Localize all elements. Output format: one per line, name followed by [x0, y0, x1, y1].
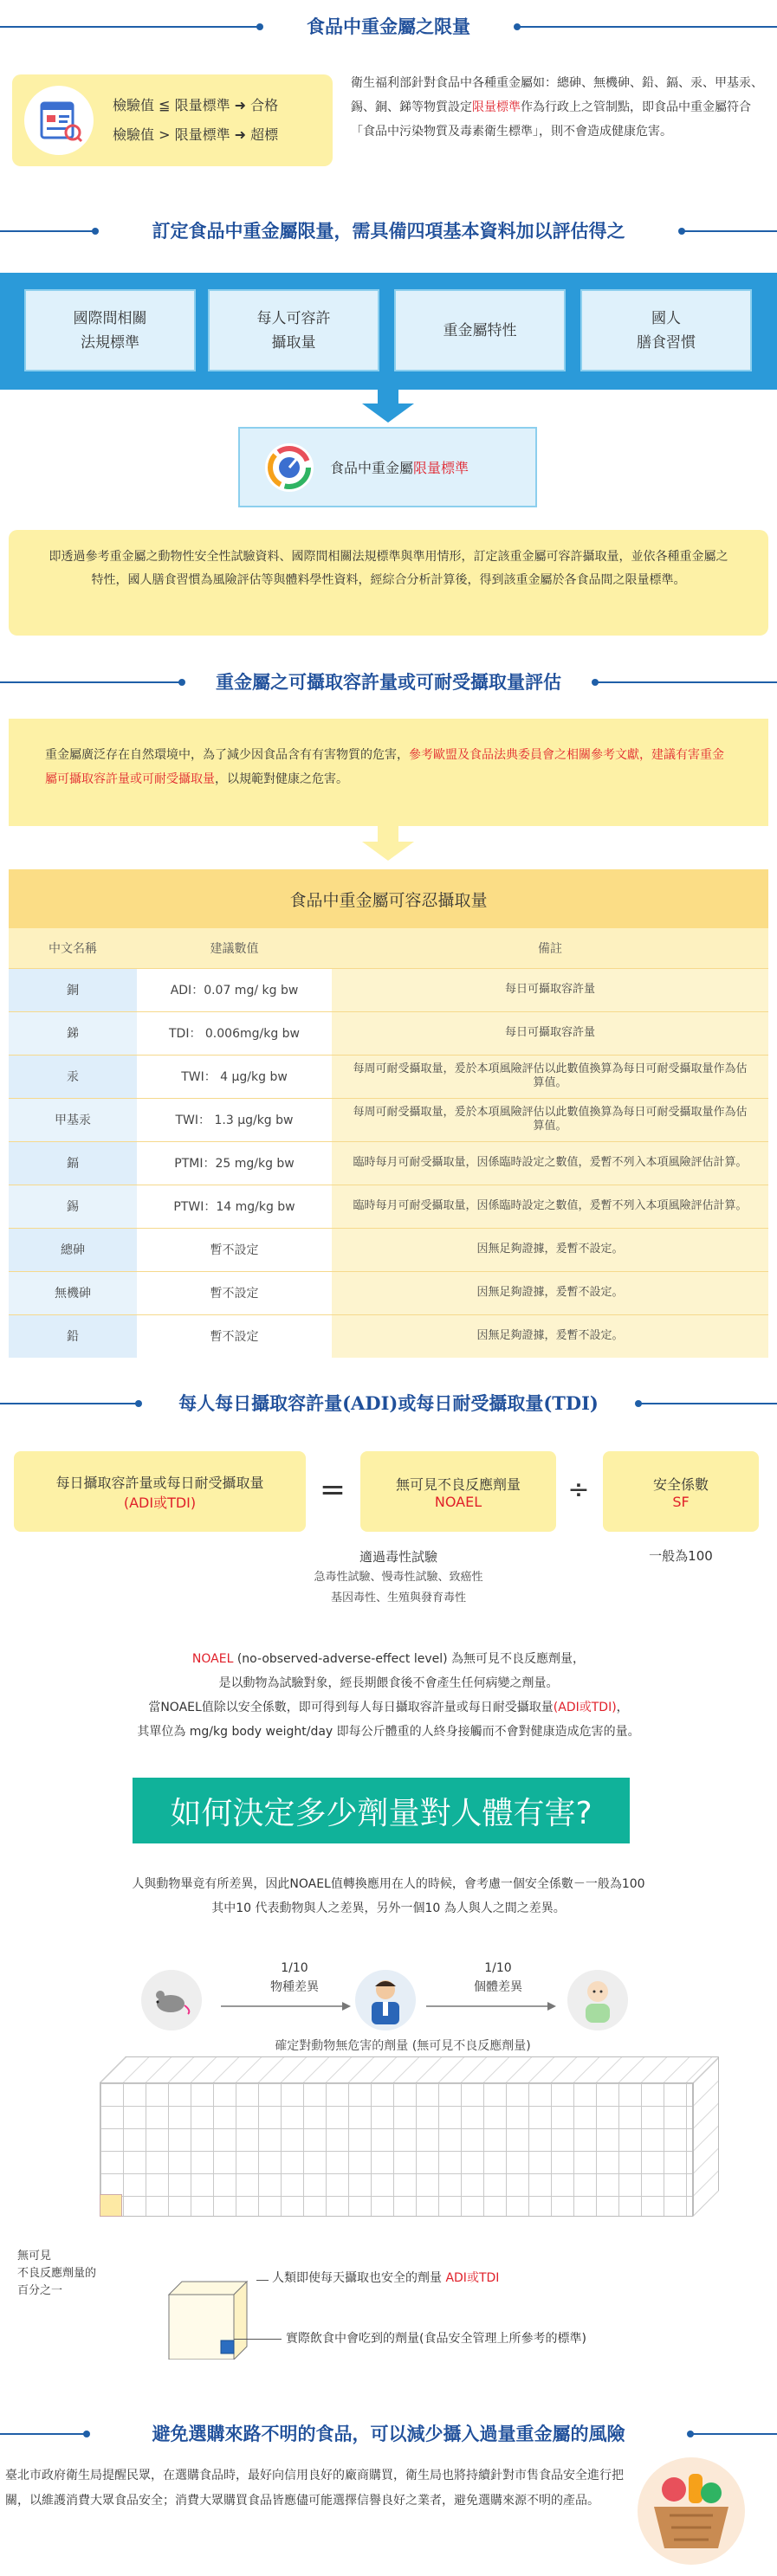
factor-individual: 1/10 個體差異: [474, 1961, 522, 1994]
section-title-2: 訂定食品中重金屬限量，需具備四項基本資料加以評估得之: [0, 213, 777, 248]
item-dietary-habits: 國人 膳食習慣: [580, 289, 752, 371]
noael-tests: 適過毒性試驗 急毒性試驗、慢毒性試驗、致癌性 基因毒性、生殖與發育毒性: [314, 1549, 483, 1604]
grid-side-face: [693, 2056, 719, 2217]
actual-dose-label: 實際飲食中會吃到的劑量(食品安全管理上所參考的標準): [286, 2332, 586, 2346]
rule-pass: 檢驗值 ≦ 限量標準 ➜ 合格: [113, 97, 279, 113]
col-name: 中文名稱: [9, 928, 137, 968]
divide-sign: ÷: [567, 1475, 590, 1505]
result-box: 食品中重金屬限量標準: [238, 427, 537, 507]
arrow-down-icon: [362, 390, 414, 423]
baby-icon: [567, 1970, 628, 2030]
one-percent-cell: [100, 2194, 122, 2217]
section-title-3: 重金屬之可攝取容許量或可耐受攝取量評估: [0, 664, 777, 699]
one-percent-note: 無可見 不良反應劑量的 百分之一: [17, 2250, 97, 2297]
harmful-dose-banner: 如何決定多少劑量對人體有害?: [133, 1778, 630, 1843]
grid-front-face: [100, 2082, 693, 2217]
human-icon: [355, 1970, 416, 2030]
formula-sf: 安全係數 SF: [603, 1451, 759, 1532]
document-check-icon: [24, 86, 94, 155]
col-value: 建議數值: [137, 928, 332, 968]
target-gauge-icon: [262, 441, 316, 494]
food-basket-icon: [635, 2455, 748, 2567]
table-row: 銅 ADI：0.07 mg/ kg bw 每日可攝取容許量: [9, 968, 768, 1011]
table-row: 錫 PTWI：14 mg/kg bw 臨時每月可耐受攝取量，因係臨時設定之數值，爰暫不列入本項風險評估計算。: [9, 1185, 768, 1228]
table-title: 食品中重金屬可容忍攝取量: [9, 869, 768, 928]
tolerable-intake-table: [9, 869, 768, 1358]
item-metal-properties: 重金屬特性: [394, 289, 566, 371]
factor-species: 1/10 物種差異: [270, 1961, 319, 1994]
safety-factor-description: 人與動物畢竟有所差異，因此NOAEL值轉換應用在人的時候，會考慮一個安全係數－一般為100 其中10 代表動物與人之差異，另外一個10 為人與人之間之差異。: [132, 1877, 645, 1915]
formula-adi: 每日攝取容許量或每日耐受攝取量 (ADI或TDI): [14, 1451, 306, 1532]
advice-text: 臺北市政府衛生局提醒民眾，在選購食品時，最好向信用良好的廠商購買，衛生局也將持續針對市售食品安全進行把關，以維護消費大眾食品安全；消費大眾購買食品皆應儘可能選擇信譽良好之業者，避免選購來源不明的產品。: [5, 2469, 624, 2508]
table-row: 鉛 暫不設定 因無足夠證據，爰暫不設定。: [9, 1314, 768, 1358]
mouse-icon: [141, 1970, 202, 2030]
section-title-5: 避免選購來路不明的食品，可以減少攝入過量重金屬的風險: [0, 2416, 777, 2450]
item-international-standards: 國際間相關 法規標準: [24, 289, 196, 371]
tdi-description: 重金屬廣泛存在自然環境中，為了減少因食品含有有害物質的危害，參考歐盟及食品法典委員會之相關參考文獻，建議有害重金屬可攝取容許量或可耐受攝取量，以規範對健康之危害。: [9, 719, 768, 826]
section-title-1: 食品中重金屬之限量: [0, 9, 777, 43]
grid-top-face: [100, 2056, 719, 2082]
section-title-4: 每人每日攝取容許量(ADI)或每日耐受攝取量(TDI): [0, 1385, 777, 1420]
diagram-top-label: 確定對動物無危害的劑量 (無可見不良反應劑量): [275, 2039, 531, 2053]
arrow-down-icon: [362, 826, 414, 861]
arrow-right-icon: [221, 1998, 351, 2014]
table-row: 汞 TWI： 4 μg/kg bw 每周可耐受攝取量，爰於本項風險評估以此數值換算為每日可耐受攝取量作為估算值。: [9, 1055, 768, 1098]
limit-rule-box: [12, 74, 333, 166]
item-tolerable-intake: 每人可容許 攝取量: [208, 289, 379, 371]
table-row: 銻 TDI： 0.006mg/kg bw 每日可攝取容許量: [9, 1011, 768, 1055]
table-row: 鎘 PTMI：25 mg/kg bw 臨時每月可耐受攝取量，因係臨時設定之數值，爰暫不列入本項風險評估計算。: [9, 1141, 768, 1185]
formula-noael: 無可見不良反應劑量 NOAEL: [360, 1451, 556, 1532]
rule-exceed: 檢驗值 > 限量標準 ➜ 超標: [113, 126, 279, 143]
adi-label: 人類即使每天攝取也安全的劑量 ADI或TDI: [272, 2271, 500, 2285]
table-row: 甲基汞 TWI： 1.3 μg/kg bw 每周可耐受攝取量，爰於本項風險評估以此數值換算為每日可耐受攝取量作為估算值。: [9, 1098, 768, 1141]
table-row: 無機砷 暫不設定 因無足夠證據，爰暫不設定。: [9, 1271, 768, 1314]
col-note: 備註: [332, 928, 768, 968]
noael-description: NOAEL (no-observed-adverse-effect level) 為無可見不良反應劑量， 是以動物為試驗對象，經長期餵食後不會產生任何病變之劑量。 當NOAEL值除以安全係數，即可得到每人每日攝取容許量或每日耐受攝取量(ADI或TDI)， 其單位為 mg/kg body weight/day 即每公斤體重的人終身接觸而不會對健康造成危害的量。: [137, 1652, 640, 1739]
table-row: 總砷 暫不設定 因無足夠證據，爰暫不設定。: [9, 1228, 768, 1271]
limits-intro: 衛生福利部針對食品中各種重金屬如：總砷、無機砷、鉛、鎘、汞、甲基汞、錫、銅、銻等物質設定限量標準作為行政上之管制點，即食品中重金屬符合「食品中污染物質及毒素衛生標準」，則不會造成健康危害。: [351, 76, 763, 139]
adi-cube-icon: [160, 2264, 256, 2360]
equals-sign: =: [319, 1472, 346, 1508]
four-items-description: 即透過參考重金屬之動物性安全性試驗資料、國際間相關法規標準與準用情形，訂定該重金屬可容許攝取量，並依各種重金屬之特性，國人膳食習慣為風險評估等與體料學性資料，經綜合分析計算後，得到該重金屬於各食品間之限量標準。: [9, 530, 768, 636]
sf-note: 一般為100: [649, 1548, 713, 1564]
arrow-right-icon: [426, 1998, 556, 2014]
